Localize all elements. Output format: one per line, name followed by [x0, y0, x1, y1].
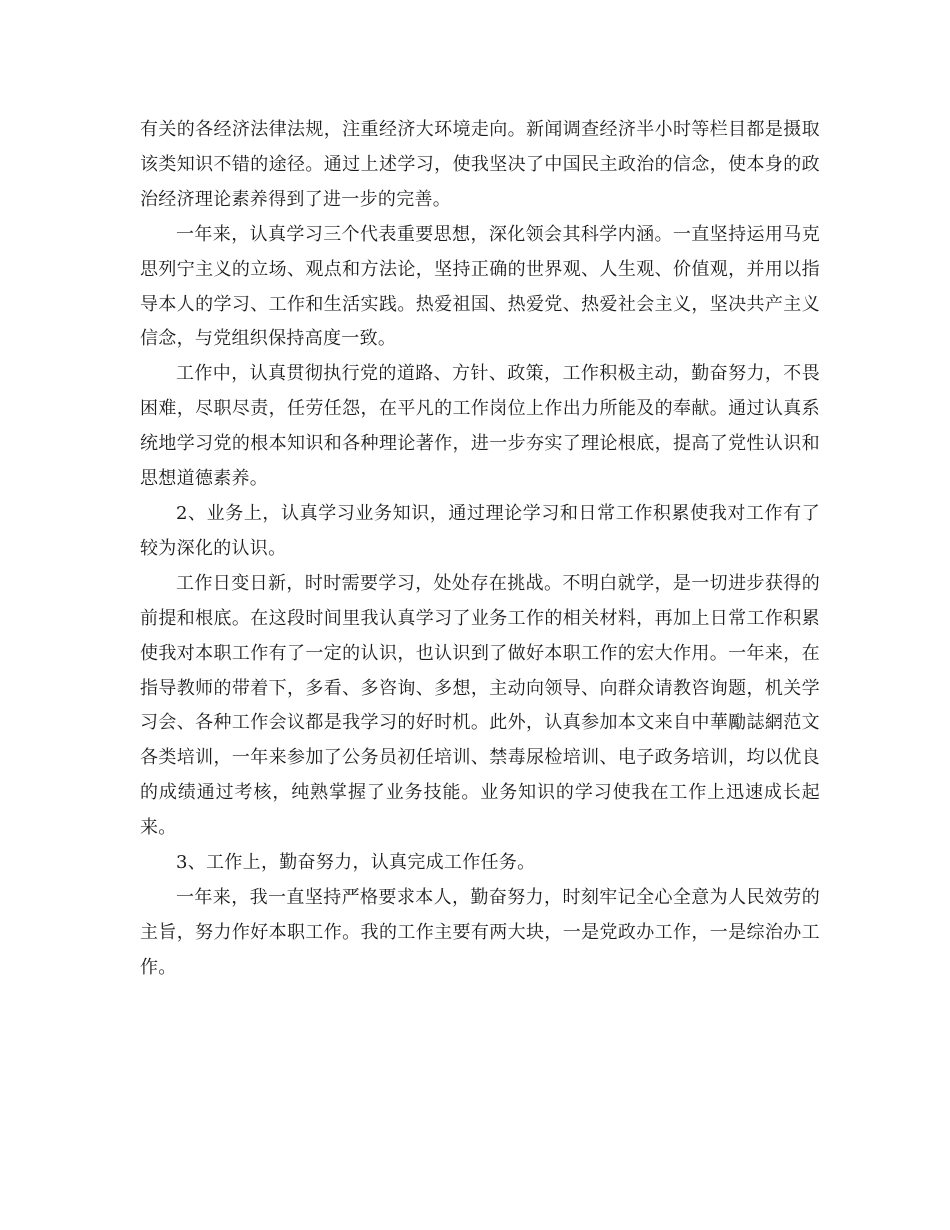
paragraph-1: 有关的各经济法律法规，注重经济大环境走向。新闻调查经济半小时等栏目都是摄取该类知识不错的途径。通过上述学习，使我坚决了中国民主政治的信念，使本身的政治经济理论素养得到了进一步的完善。 [140, 119, 820, 210]
paragraph-2: 一年来，认真学习三个代表重要思想，深化领会其科学内涵。一直坚持运用马克思列宁主义的立场、观点和方法论，坚持正确的世界观、人生观、价值观，并用以指导本人的学习、工作和生活实践。热爱祖国、热爱党、热爱社会主义，坚决共产主义信念，与党组织保持高度一致。 [140, 223, 820, 350]
document-body [140, 113, 820, 986]
paragraph-3: 工作中，认真贯彻执行党的道路、方针、政策，工作积极主动，勤奋努力，不畏困难，尽职尽责，任劳任怨，在平凡的工作岗位上作出力所能及的奉献。通过认真系统地学习党的根本知识和各种理论著作，进一步夯实了理论根底，提高了党性认识和思想道德素养。 [140, 363, 820, 490]
paragraph-6: 3、工作上，勤奋努力，认真完成工作任务。 [176, 852, 536, 874]
paragraph-4: 2、业务上，认真学习业务知识，通过理论学习和日常工作积累使我对工作有了较为深化的认识。 [140, 502, 820, 559]
paragraph-5: 工作日变日新，时时需要学习，处处存在挑战。不明白就学，是一切进步获得的前提和根底。在这段时间里我认真学习了业务工作的相关材料，再加上日常工作积累使我对本职工作有了一定的认识，也认识到了做好本职工作的宏大作用。一年来，在指导教师的带着下，多看、多咨询、多想，主动向领导、向群众请教咨询题，机关学习会、各种工作会议都是我学习的好时机。此外，认真参加本文来自中華勵誌網范文各类培训，一年来参加了公务员初任培训、禁毒尿检培训、电子政务培训，均以优良的成绩通过考核，纯熟掌握了业务技能。业务知识的学习使我在工作上迅速成长起来。 [140, 572, 820, 839]
paragraph-7: 一年来，我一直坚持严格要求本人，勤奋努力，时刻牢记全心全意为人民效劳的主旨，努力作好本职工作。我的工作主要有两大块，一是党政办工作，一是综治办工作。 [140, 886, 820, 978]
